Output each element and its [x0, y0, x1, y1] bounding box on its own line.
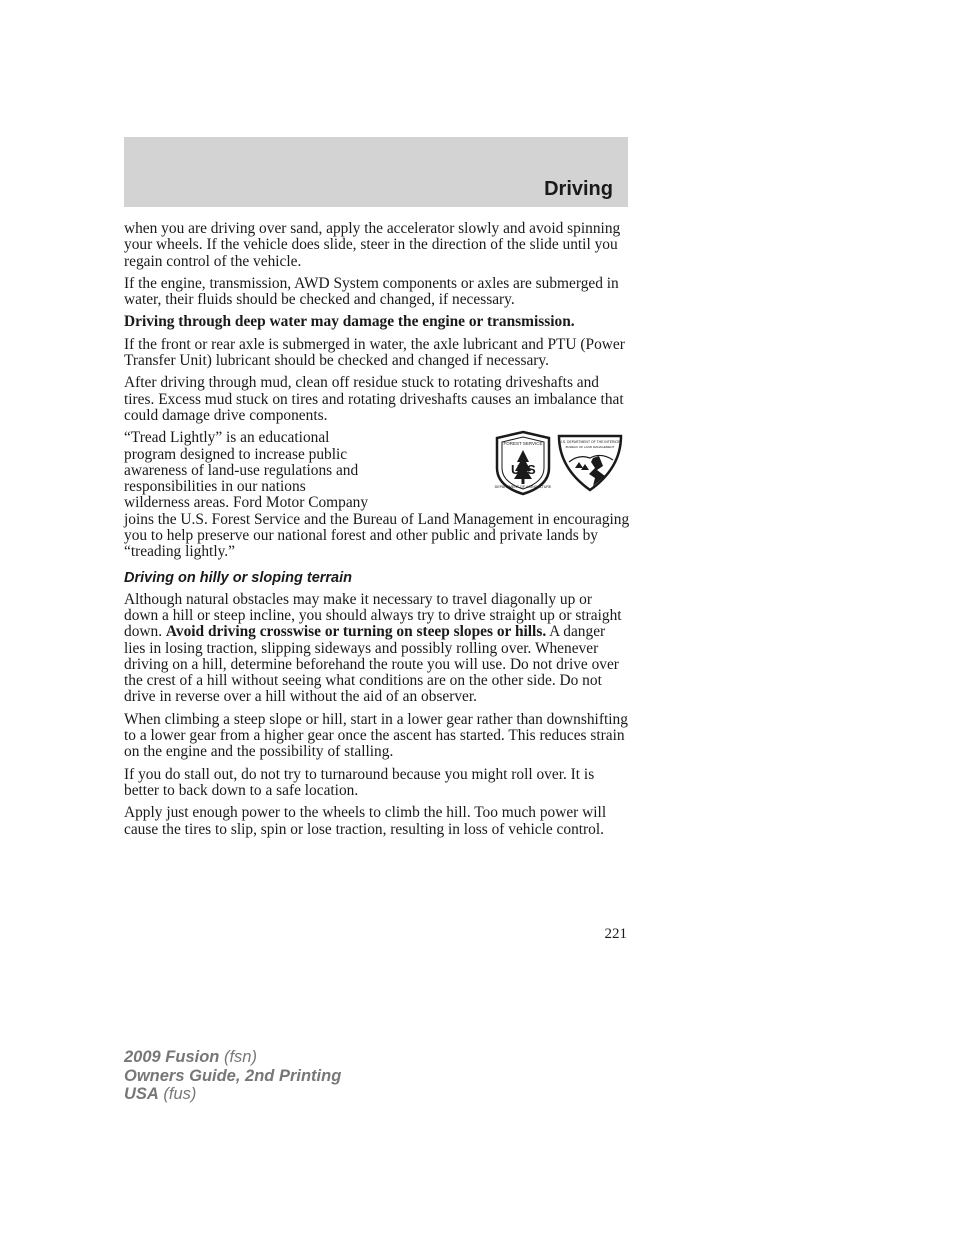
- svg-text:U.S. DEPARTMENT OF THE INTERIO: U.S. DEPARTMENT OF THE INTERIOR: [559, 440, 621, 445]
- paragraph-power: Apply just enough power to the wheels to climb the hill. Too much power will cause the tires to slip, spin or lose traction, resulting in loss of vehicle control.: [124, 804, 607, 838]
- blm-emblem-logo: [555, 432, 625, 494]
- forest-service-shield-logo: [493, 430, 553, 496]
- hilly-terrain-heading: Driving on hilly or sloping terrain: [124, 569, 352, 586]
- page-content: [124, 221, 630, 844]
- section-title: Driving: [544, 178, 613, 200]
- svg-text:FOREST SERVICE: FOREST SERVICE: [503, 441, 543, 447]
- svg-text:S: S: [527, 462, 536, 478]
- svg-text:BUREAU OF LAND MANAGEMENT: BUREAU OF LAND MANAGEMENT: [565, 445, 615, 450]
- svg-text:U: U: [511, 462, 521, 478]
- paragraph-climbing: When climbing a steep slope or hill, start in a lower gear rather than downshifting to a lower gear from a higher gear once the ascent has started. This reduces strain on the engine and the possibility of stalling.: [124, 710, 628, 761]
- section-header-band: [124, 137, 628, 207]
- crosswise-warning: Avoid driving crosswise or turning on steep slopes or hills.: [165, 623, 547, 641]
- paragraph-mud: After driving through mud, clean off residue stuck to rotating driveshafts and tires. Excess mud stuck on tires and rotating driveshafts causes an imbalance that could damage drive components.: [124, 374, 624, 424]
- footer-guide-line: Owners Guide, 2nd Printing: [124, 1066, 342, 1085]
- deep-water-warning: Driving through deep water may damage the engine or transmission.: [124, 313, 575, 331]
- paragraph-sand: when you are driving over sand, apply the accelerator slowly and avoid spinning your wheels. If the vehicle does slide, steer in the direction of the slide until you regain control of the vehicle.: [124, 220, 621, 270]
- paragraph-stall: If you do stall out, do not try to turnaround because you might roll over. It is better to back down to a safe location.: [124, 765, 595, 799]
- tread-lightly-block: [124, 430, 630, 560]
- paragraph-axle: If the front or rear axle is submerged in water, the axle lubricant and PTU (Power Transfer Unit) lubricant should be checked and changed if necessary.: [124, 335, 625, 370]
- footer-market-line: USA (fus): [124, 1085, 197, 1103]
- document-footer: [124, 1048, 341, 1104]
- paragraph-tread-lightly: “Tread Lightly” is an educational program designed to increase public awareness of land-use regulations and responsibilities in our nations wilderness areas. Ford Motor Company joins the U.S. Forest Service and the Bureau of Land Management in encouraging you to help preserve our national forest and other public and private lands by “treading lightly.”: [124, 429, 630, 561]
- agency-logos: [375, 430, 621, 510]
- footer-model-line: 2009 Fusion (fsn): [124, 1048, 257, 1066]
- paragraph-submerged: If the engine, transmission, AWD System components or axles are submerged in water, their fluids should be checked and changed, if necessary.: [124, 274, 619, 309]
- page-number: 221: [604, 926, 627, 942]
- svg-text:DEPARTMENT OF AGRICULTURE: DEPARTMENT OF AGRICULTURE: [494, 485, 552, 490]
- paragraph-hill-obstacles: Although natural obstacles may make it necessary to travel diagonally up or down a hill or steep incline, you should always try to drive straight up or straight down. Avoid driving crosswise or turning on steep slopes or hills. A danger lies in losing traction, slipping sideways and possibly rolling over. Whenever driving on a hill, determine beforehand the route you will use. Do not drive over the crest of a hill without seeing what conditions are on the other side. Do not drive in reverse over a hill without the aid of an observer.: [124, 590, 622, 706]
